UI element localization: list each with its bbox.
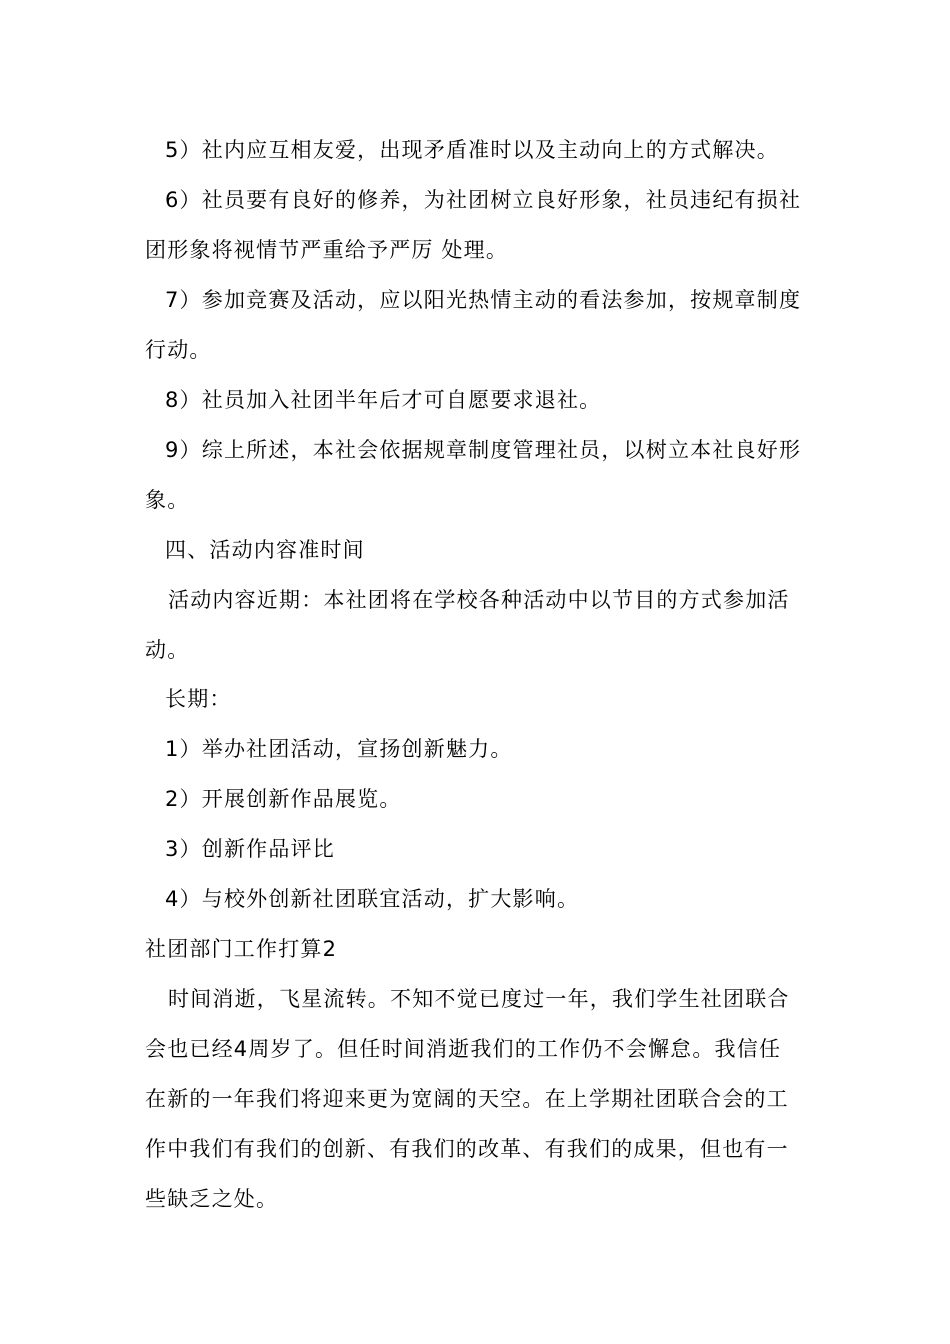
long-term-item-4: 4）与校外创新社团联宜活动，扩大影响。 [165,887,580,911]
intro-paragraph-line-5: 些缺乏之处。 [145,1187,279,1211]
long-term-item-1: 1）举办社团活动，宣扬创新魅力。 [165,737,513,761]
intro-paragraph-line-2: 会也已经4周岁了。但任时间消逝我们的工作仍不会懈怠。我信任 [145,1037,782,1061]
long-term-item-2: 2）开展创新作品展览。 [165,787,402,811]
rule-9-line-2: 象。 [145,488,190,512]
intro-paragraph-line-1: 时间消逝，飞星流转。不知不觉已度过一年，我们学生社团联合 [168,987,790,1011]
rule-5-line: 5）社内应互相友爱，出现矛盾准时以及主动向上的方式解决。 [165,138,779,162]
long-term-label: 长期： [165,687,232,711]
rule-6-line-2: 团形象将视情节严重给予严厉 处理。 [145,238,509,262]
section-heading-activities: 四、活动内容准时间 [165,538,365,562]
short-term-paragraph-line-1: 活动内容近期：本社团将在学校各种活动中以节目的方式参加活 [168,588,790,612]
section-title-2: 社团部门工作打算2 [145,937,338,961]
long-term-item-3: 3）创新作品评比 [165,837,335,861]
rule-9-line-1: 9）综上所述，本社会依据规章制度管理社员，以树立本社良好形 [165,438,802,462]
intro-paragraph-line-3: 在新的一年我们将迎来更为宽阔的天空。在上学期社团联合会的工 [145,1087,789,1111]
short-term-paragraph-line-2: 动。 [145,638,190,662]
rule-7-line-1: 7）参加竞赛及活动，应以阳光热情主动的看法参加，按规章制度 [165,288,802,312]
rule-7-line-2: 行动。 [145,338,212,362]
rule-8-line: 8）社员加入社团半年后才可自愿要求退社。 [165,388,602,412]
intro-paragraph-line-4: 作中我们有我们的创新、有我们的改革、有我们的成果，但也有一 [145,1137,789,1161]
rule-6-line-1: 6）社员要有良好的修养，为社团树立良好形象，社员违纪有损社 [165,188,802,212]
